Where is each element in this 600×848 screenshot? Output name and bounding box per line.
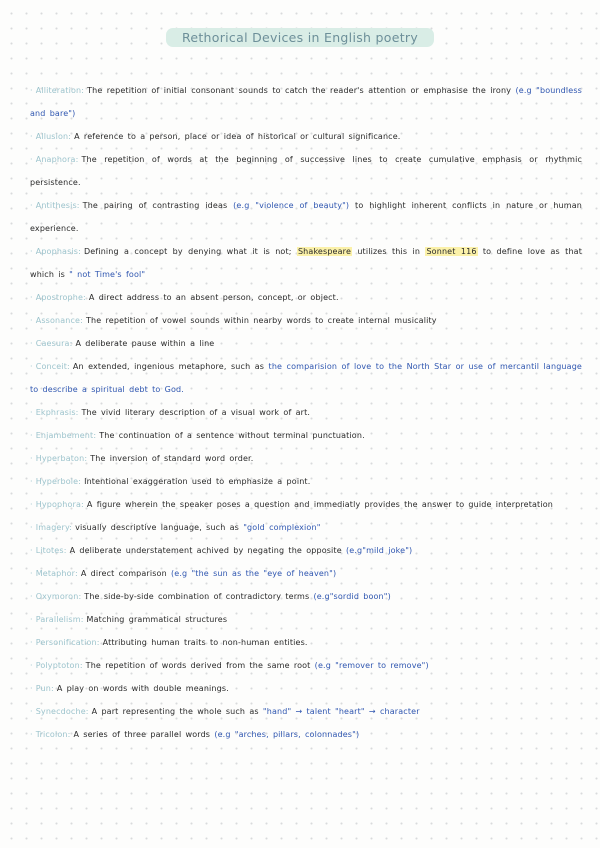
bullet-dot-icon: · xyxy=(30,155,33,164)
definition-item xyxy=(30,723,582,746)
bullet-dot-icon: · xyxy=(30,293,33,302)
definition-text: A series of three parallel words xyxy=(73,730,215,739)
term-separator: : xyxy=(75,408,79,417)
term-separator: : xyxy=(63,546,67,555)
bullet-dot-icon: · xyxy=(30,569,33,578)
example-text: (e.g "remover to remove") xyxy=(314,661,429,670)
definition-text: utilizes this in xyxy=(352,247,426,256)
definition-text: The repetition of words at the beginning of successive lines to create cumulative emphasis or rhythmic persistence. xyxy=(30,155,582,187)
definition-item xyxy=(30,470,582,493)
term-separator: : xyxy=(96,638,100,647)
definition-text: A deliberate understatement achived by negating the opposite xyxy=(69,546,346,555)
definition-text: A part representing the whole such as xyxy=(91,707,263,716)
definition-text: A figure wherein the speaker poses a question and immediatly provides the answer to guide interpretation xyxy=(86,500,553,509)
page-title: Rethorical Devices in English poetry xyxy=(166,28,434,47)
bullet-dot-icon: · xyxy=(30,684,33,693)
definition-text: The repetition of vowel sounds within nearby words to create internal musicality xyxy=(85,316,437,325)
definition-text: The vivid literary description of a visual work of art. xyxy=(81,408,311,417)
definition-item xyxy=(30,194,582,240)
definition-text: The continuation of a sentence without terminal punctuation. xyxy=(99,431,365,440)
term-separator: : xyxy=(76,201,80,210)
definition-text: to highlight inherent conflicts in nature or human experience. xyxy=(30,201,582,233)
term-label: Synecdoche xyxy=(35,707,86,716)
bullet-dot-icon: · xyxy=(30,86,33,95)
definition-item xyxy=(30,401,582,424)
term-label: Parallelism xyxy=(35,615,81,624)
definition-item xyxy=(30,424,582,447)
term-separator: : xyxy=(85,707,89,716)
term-label: Hyperbaton xyxy=(35,454,85,463)
term-separator: : xyxy=(78,592,82,601)
bullet-dot-icon: · xyxy=(30,661,33,670)
bullet-dot-icon: · xyxy=(30,132,33,141)
definition-item xyxy=(30,79,582,125)
definition-item xyxy=(30,309,582,332)
bullet-dot-icon: · xyxy=(30,339,33,348)
title-area xyxy=(0,27,600,47)
term-label: Hyperbole xyxy=(35,477,79,486)
definition-text: An extended, ingenious metaphore, such as xyxy=(72,362,269,371)
definition-item xyxy=(30,240,582,286)
term-separator: : xyxy=(68,132,72,141)
definition-text: The pairing of contrasting ideas xyxy=(82,201,234,210)
definition-item xyxy=(30,585,582,608)
term-separator: : xyxy=(78,477,82,486)
term-label: Allusion xyxy=(35,132,69,141)
term-label: Imagery xyxy=(35,523,70,532)
definition-text: A deliberate pause within a line xyxy=(75,339,215,348)
term-separator: : xyxy=(81,500,84,509)
definition-item xyxy=(30,677,582,700)
term-label: Litotes xyxy=(35,546,64,555)
term-label: Caesura xyxy=(35,339,70,348)
term-separator: : xyxy=(67,730,71,739)
definition-item xyxy=(30,148,582,194)
definition-text: A reference to a person, place or idea of historical or cultural significance. xyxy=(74,132,401,141)
bullet-dot-icon: · xyxy=(30,730,33,739)
bullet-dot-icon: · xyxy=(30,523,33,532)
bullet-dot-icon: · xyxy=(30,201,33,210)
term-separator: : xyxy=(50,684,54,693)
bullet-dot-icon: · xyxy=(30,615,33,624)
term-label: Enjambement xyxy=(35,431,94,440)
definition-item xyxy=(30,700,582,723)
bullet-dot-icon: · xyxy=(30,431,33,440)
example-text: (e.g"mild joke") xyxy=(346,546,413,555)
definition-text: Defining a concept by denying what it is not; xyxy=(83,247,297,256)
example-text: (e.g "arches, pillars, colonnades") xyxy=(214,730,360,739)
term-separator: : xyxy=(78,247,81,256)
example-text: "gold complexion" xyxy=(243,523,321,532)
example-text: " not Time's fool" xyxy=(69,270,146,279)
term-label: Antithesis xyxy=(35,201,77,210)
bullet-dot-icon: · xyxy=(30,362,33,371)
definition-item xyxy=(30,516,582,539)
example-text: (e.g "violence of beauty") xyxy=(233,201,350,210)
term-label: Oxymoron xyxy=(35,592,79,601)
term-label: Anaphora xyxy=(35,155,76,164)
definition-item xyxy=(30,562,582,585)
definition-item xyxy=(30,493,582,516)
definition-list xyxy=(30,79,582,746)
definition-item xyxy=(30,125,582,148)
term-label: Assonance xyxy=(35,316,81,325)
term-separator: : xyxy=(80,615,84,624)
term-label: Hypophora xyxy=(35,500,82,509)
bullet-dot-icon: · xyxy=(30,316,33,325)
example-text: the comparision of love to the North Star or use of mercantil language to describe a spiritual debt to God. xyxy=(30,362,582,394)
definition-item xyxy=(30,332,582,355)
term-separator: : xyxy=(69,523,73,532)
term-label: Pun xyxy=(35,684,51,693)
term-label: Tricolon xyxy=(35,730,68,739)
definition-text: Matching grammatical structures xyxy=(86,615,228,624)
term-label: Apophasis xyxy=(35,247,79,256)
bullet-dot-icon: · xyxy=(30,500,33,509)
term-label: Apostrophe xyxy=(35,293,84,302)
definition-text: to define love as that which is xyxy=(30,247,583,279)
definition-item xyxy=(30,539,582,562)
term-separator: : xyxy=(83,293,86,302)
bullet-dot-icon: · xyxy=(30,408,33,417)
term-label: Metaphor xyxy=(35,569,75,578)
highlighted-text: Shakespeare xyxy=(297,247,352,256)
term-separator: : xyxy=(74,569,78,578)
definition-text: Intentional exaggeration used to emphasize a point. xyxy=(84,477,311,486)
bullet-dot-icon: · xyxy=(30,247,33,256)
definition-text: The side-by-side combination of contradictory terms xyxy=(84,592,314,601)
term-separator: : xyxy=(66,362,70,371)
example-text: (e.g "the sun as the "eye of heaven") xyxy=(171,569,337,578)
bullet-dot-icon: · xyxy=(30,638,33,647)
definition-text: visually descriptive language, such as xyxy=(75,523,244,532)
term-separator: : xyxy=(80,316,83,325)
term-separator: : xyxy=(84,454,88,463)
definition-item xyxy=(30,654,582,677)
example-text: (e.g "boundless and bare") xyxy=(30,86,582,118)
term-label: Personification xyxy=(35,638,97,647)
definition-item xyxy=(30,286,582,309)
definition-item xyxy=(30,447,582,470)
bullet-dot-icon: · xyxy=(30,477,33,486)
term-separator: : xyxy=(81,86,85,95)
definition-text: A play on words with double meanings. xyxy=(56,684,229,693)
example-text: (e.g"sordid boon") xyxy=(313,592,391,601)
definition-item xyxy=(30,355,582,401)
bullet-dot-icon: · xyxy=(30,592,33,601)
term-separator: : xyxy=(69,339,73,348)
bullet-dot-icon: · xyxy=(30,454,33,463)
term-label: Ekphrasis xyxy=(35,408,76,417)
term-label: Polyptoton xyxy=(35,661,80,670)
bullet-dot-icon: · xyxy=(30,707,33,716)
definition-item xyxy=(30,608,582,631)
example-text: "hand" → talent "heart" → character xyxy=(262,707,420,716)
bullet-dot-icon: · xyxy=(30,546,33,555)
term-label: Alliteration xyxy=(35,86,82,95)
definition-text: The repetition of words derived from the same root xyxy=(85,661,315,670)
definition-item xyxy=(30,631,582,654)
highlighted-text: Sonnet 116 xyxy=(426,247,477,256)
definition-text: The repetition of initial consonant sounds to catch the reader's attention or emphasise the irony xyxy=(87,86,516,95)
definition-text: Attributing human traits to non-human entities. xyxy=(102,638,308,647)
term-separator: : xyxy=(75,155,79,164)
term-label: Conceit xyxy=(35,362,67,371)
definition-text: The inversion of standard word order. xyxy=(90,454,254,463)
term-separator: : xyxy=(93,431,97,440)
term-separator: : xyxy=(79,661,83,670)
definition-text: A direct comparison xyxy=(80,569,172,578)
definition-text: A direct address to an absent person, concept, or object. xyxy=(88,293,339,302)
